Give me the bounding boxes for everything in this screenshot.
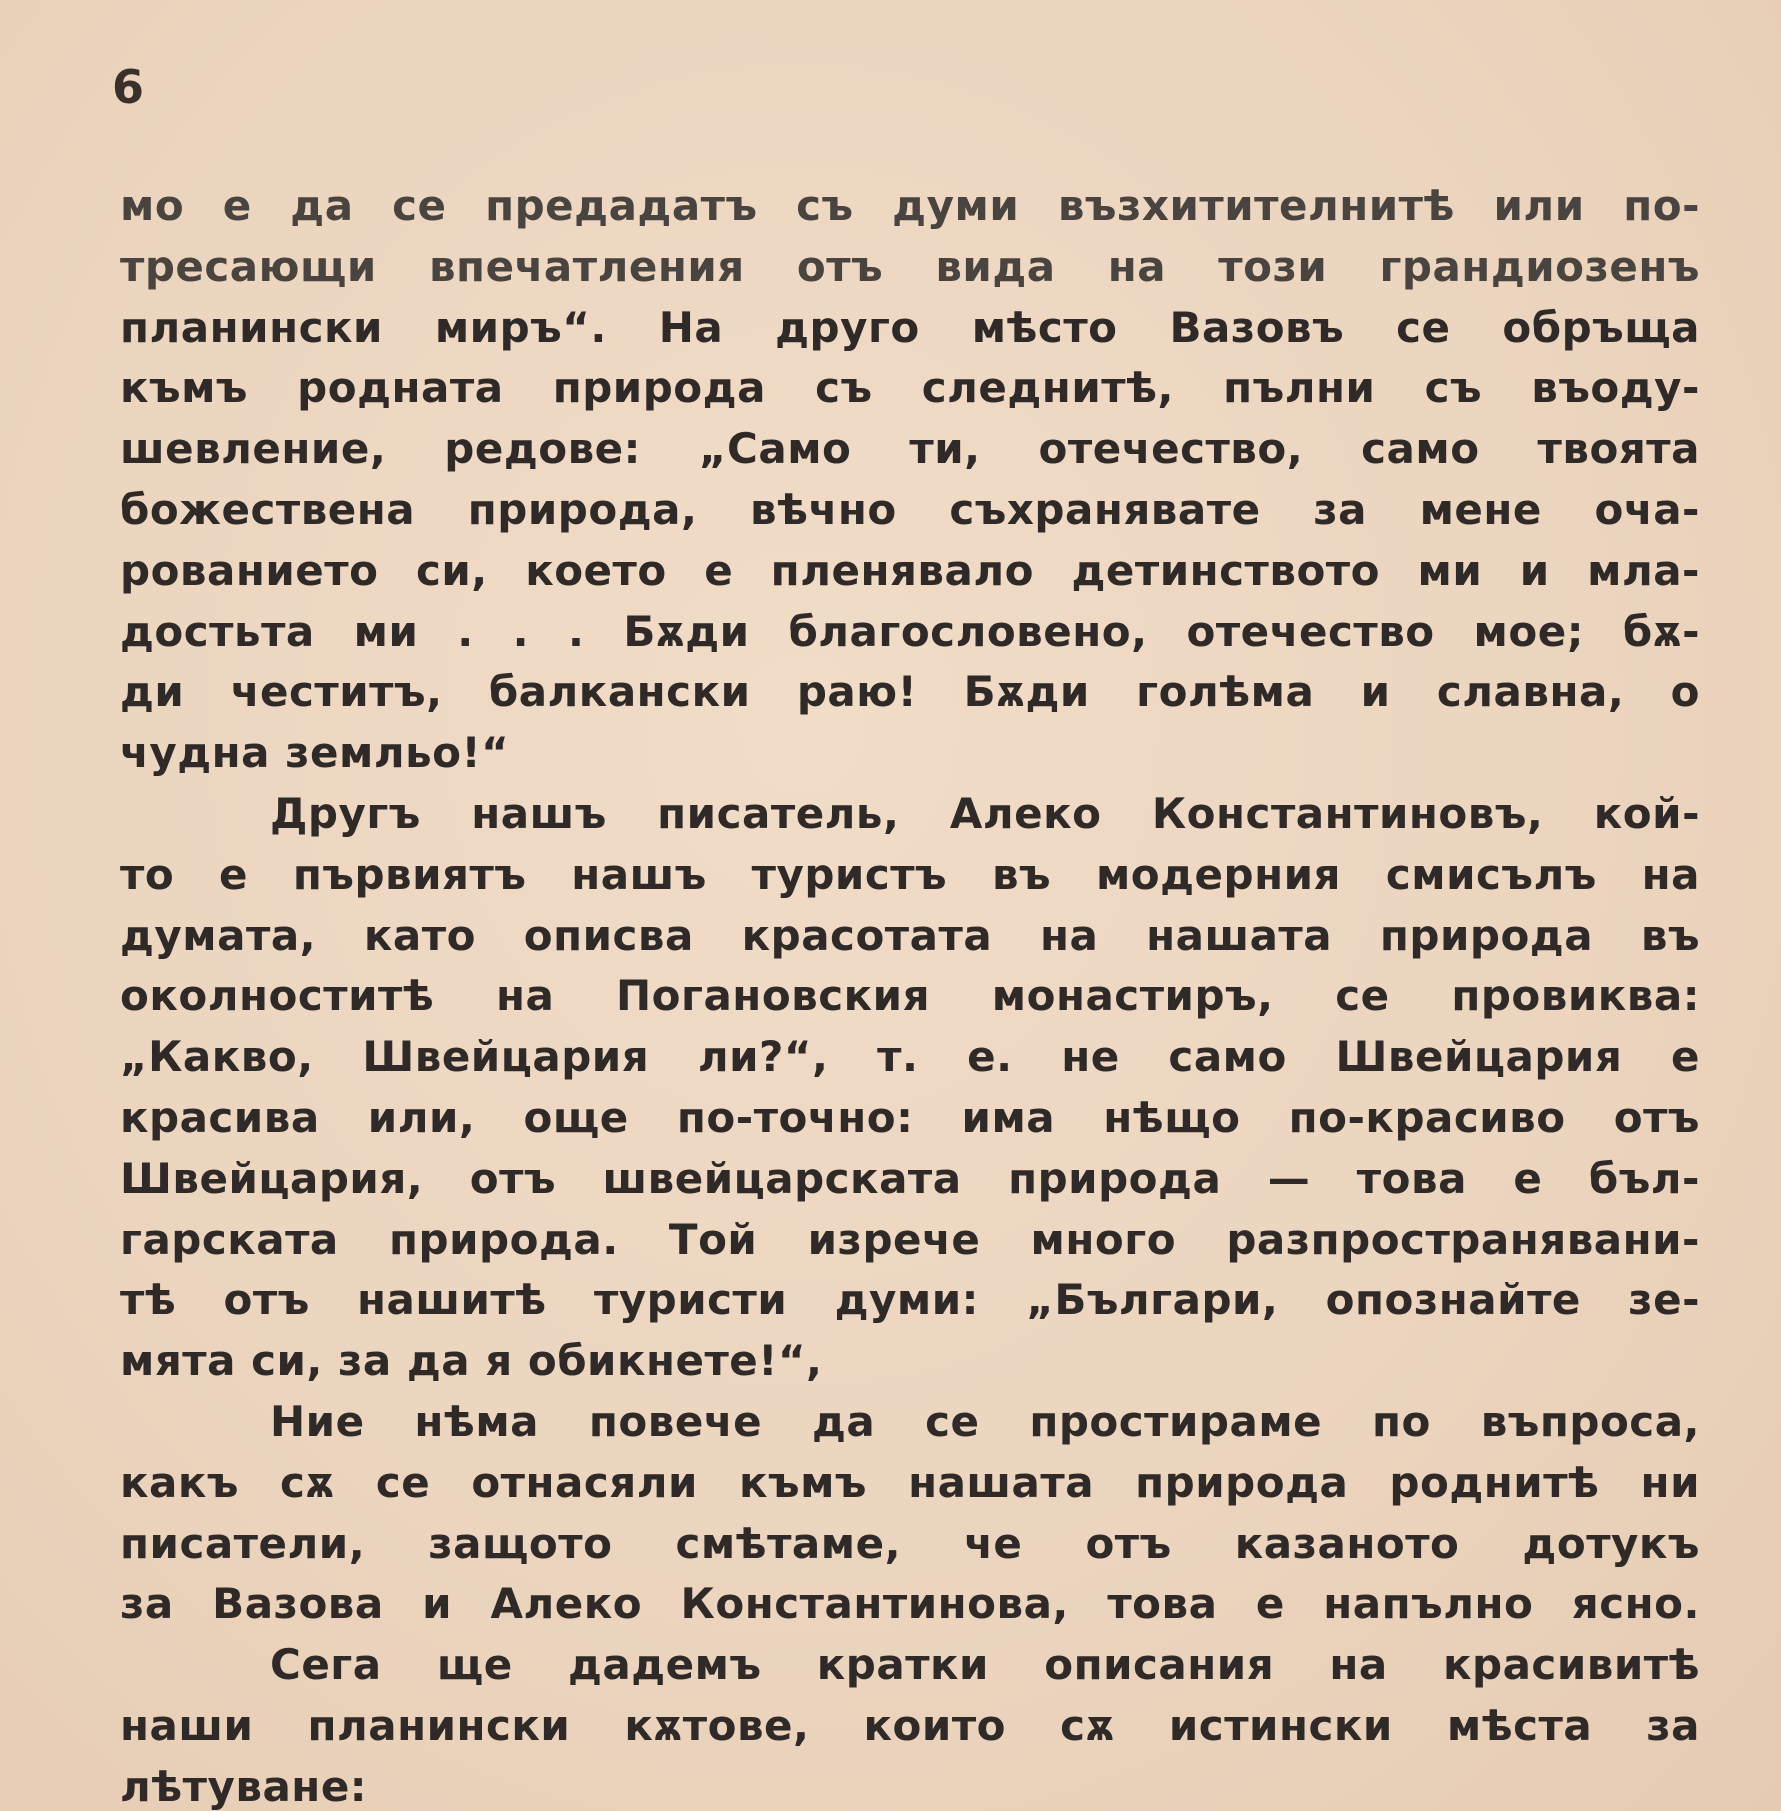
text-line: планински миръ“. На друго мѣсто Вазовъ се обръща (120, 302, 1700, 352)
text-line: лѣтуване: (120, 1761, 368, 1811)
text-line: тѣ отъ нашитѣ туристи думи: „Българи, опознайте зе- (120, 1275, 1700, 1325)
page-number: 6 (112, 60, 145, 114)
text-line: шевление, редове: „Само ти, отечество, само твоята (120, 424, 1700, 474)
text-line: достьта ми . . . Бѫди благословено, отечество мое; бѫ- (120, 606, 1700, 656)
text-line: Швейцария, отъ швейцарската природа — това е бъл- (120, 1153, 1700, 1203)
paragraph-first-line: Ние нѣма повече да се простираме по въпроса, (270, 1396, 1700, 1446)
text-line: мята си, за да я обикнете!“, (120, 1336, 823, 1386)
text-line: писатели, защото смѣтаме, че отъ казаното дотукъ (120, 1518, 1700, 1568)
text-line: чудна земльо!“ (120, 728, 510, 778)
text-line: „Какво, Швейцария ли?“, т. е. не само Швейцария е (120, 1032, 1700, 1082)
paragraph-first-line: Другъ нашъ писатель, Алеко Константиновъ, кой- (270, 788, 1700, 838)
text-line: думата, като описва красотата на нашата природа въ (120, 910, 1700, 960)
text-line: мо е да се предадатъ съ думи възхитителнитѣ или по- (120, 181, 1700, 230)
text-line: ди честитъ, балкански раю! Бѫди голѣма и славна, о (120, 667, 1700, 717)
text-line: тресающи впечатления отъ вида на този грандиозенъ (120, 241, 1700, 291)
text-line: какъ сѫ се отнасяли къмъ нашата природа роднитѣ ни (120, 1457, 1700, 1507)
text-line: за Вазова и Алеко Константинова, това е напълно ясно. (120, 1579, 1700, 1629)
paragraph-first-line: Сега ще дадемъ кратки описания на красивитѣ (270, 1640, 1700, 1690)
text-line: наши планински кѫтове, които сѫ истински мѣста за (120, 1700, 1700, 1750)
text-line: рованието си, което е пленявало детинството ми и мла- (120, 545, 1700, 595)
text-line: гарската природа. Той изрече много разпространявани- (120, 1214, 1700, 1264)
text-line: околноститѣ на Погановския монастиръ, се провиква: (120, 971, 1700, 1021)
text-line: то е първиятъ нашъ туристъ въ модерния смисълъ на (120, 849, 1700, 899)
text-line: божествена природа, вѣчно съхранявате за мене оча- (120, 484, 1700, 534)
text-line: красива или, още по-точно: има нѣщо по-красиво отъ (120, 1092, 1700, 1142)
body-text (120, 176, 1700, 1811)
text-line: къмъ родната природа съ следнитѣ, пълни съ въоду- (120, 363, 1700, 413)
